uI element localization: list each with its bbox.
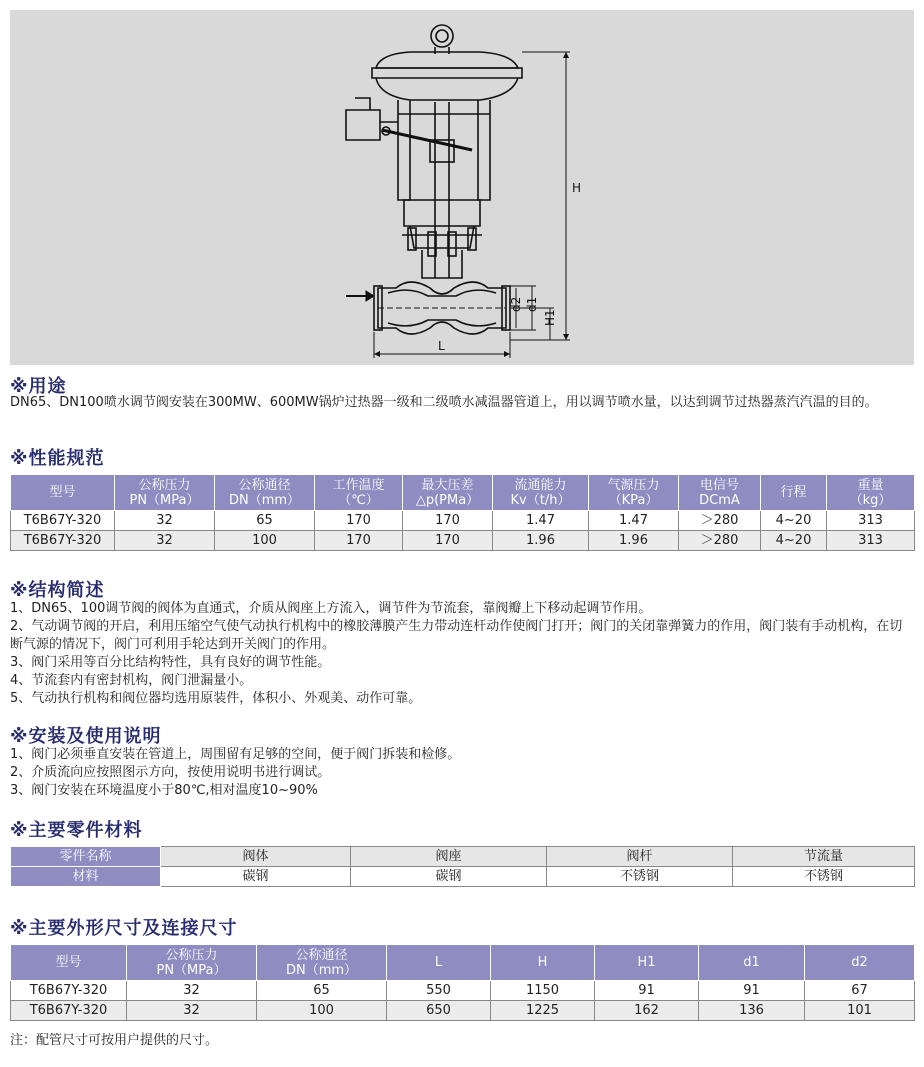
cell: 650 <box>387 1001 491 1021</box>
cell: 91 <box>595 981 699 1001</box>
cell: 32 <box>127 981 257 1001</box>
cell: 碳钢 <box>161 867 351 887</box>
cell: 4~20 <box>761 531 827 551</box>
dimensions-table <box>10 944 915 1021</box>
cell: 101 <box>805 1001 915 1021</box>
list-item: 3、阀门采用等百分比结构特性，具有良好的调节性能。 <box>10 655 331 670</box>
cell: 170 <box>315 511 403 531</box>
dim-header-H: H <box>491 945 595 981</box>
perf-header-model: 型号 <box>11 475 115 511</box>
cell: ＞280 <box>679 531 761 551</box>
cell: 1.96 <box>493 531 589 551</box>
cell: 32 <box>115 511 215 531</box>
dim-header-L: L <box>387 945 491 981</box>
install-title: ※安装及使用说明 <box>10 726 162 747</box>
cell: 313 <box>827 531 915 551</box>
perf-header-air: 气源压力 （KPa） <box>589 475 679 511</box>
cell: T6B67Y-320 <box>11 981 127 1001</box>
cell: 不锈钢 <box>547 867 733 887</box>
dim-header-pn: 公称压力 PN（MPa） <box>127 945 257 981</box>
cell: 32 <box>127 1001 257 1021</box>
valve-technical-drawing <box>10 10 914 365</box>
cell: 32 <box>115 531 215 551</box>
note-text: 注：配管尺寸可按用户提供的尺寸。 <box>10 1033 219 1048</box>
perf-header-dn: 公称通径 DN（mm） <box>215 475 315 511</box>
cell: 100 <box>215 531 315 551</box>
cell: ＞280 <box>679 511 761 531</box>
cell: 67 <box>805 981 915 1001</box>
dimensions-note <box>10 1032 914 1050</box>
perf-header-weight: 重量 （kg） <box>827 475 915 511</box>
usage-title: ※用途 <box>10 376 67 397</box>
cell: 162 <box>595 1001 699 1021</box>
valve-drawing <box>10 10 914 365</box>
cell: 阀体 <box>161 847 351 867</box>
cell: 1.96 <box>589 531 679 551</box>
cell: 阀杆 <box>547 847 733 867</box>
dimensions-header-row <box>11 945 915 981</box>
list-item: 4、节流套内有密封机构，阀门泄漏量小。 <box>10 673 253 688</box>
cell: 65 <box>215 511 315 531</box>
perf-header-stroke: 行程 <box>761 475 827 511</box>
cell: T6B67Y-320 <box>11 1001 127 1021</box>
dimensions-title: ※主要外形尺寸及连接尺寸 <box>10 918 238 939</box>
list-item: 3、阀门安装在环境温度小于80℃,相对温度10~90% <box>10 783 318 798</box>
list-item: 2、介质流向应按照图示方向，按使用说明书进行调试。 <box>10 765 331 780</box>
dim-label-H1: H1 <box>543 309 557 326</box>
structure-list <box>10 600 914 708</box>
performance-header-row <box>11 475 915 511</box>
cell: 65 <box>257 981 387 1001</box>
table-row <box>11 981 915 1001</box>
table-row <box>11 867 915 887</box>
structure-title: ※结构简述 <box>10 580 105 601</box>
list-item: 5、气动执行机构和阀位器均选用原装件，体积小、外观美、动作可靠。 <box>10 691 422 706</box>
table-row <box>11 531 915 551</box>
cell: 4~20 <box>761 511 827 531</box>
perf-header-kv: 流通能力 Kv（t/h） <box>493 475 589 511</box>
performance-title: ※性能规范 <box>10 448 105 469</box>
dim-header-d1: d1 <box>699 945 805 981</box>
install-list <box>10 746 914 800</box>
cell: 碳钢 <box>351 867 547 887</box>
table-row <box>11 511 915 531</box>
dim-label-d1: d1 <box>525 296 539 312</box>
cell: 170 <box>315 531 403 551</box>
perf-header-temp: 工作温度 （℃） <box>315 475 403 511</box>
usage-text <box>10 394 914 412</box>
cell: 550 <box>387 981 491 1001</box>
cell: 100 <box>257 1001 387 1021</box>
cell: 91 <box>699 981 805 1001</box>
dim-label-L: L <box>438 339 445 353</box>
cell: T6B67Y-320 <box>11 531 115 551</box>
cell: 170 <box>403 511 493 531</box>
cell: 1.47 <box>493 511 589 531</box>
list-item: 1、DN65、100调节阀的阀体为直通式，介质从阀座上方流入，调节件为节流套，靠阀瓣上下移动起调节作用。 <box>10 601 652 616</box>
table-row <box>11 1001 915 1021</box>
cell: 阀座 <box>351 847 547 867</box>
list-item: 1、阀门必须垂直安装在管道上，周围留有足够的空间，便于阀门拆装和检修。 <box>10 747 461 762</box>
dim-header-d2: d2 <box>805 945 915 981</box>
materials-header-material: 材料 <box>11 867 161 887</box>
usage-paragraph: DN65、DN100喷水调节阀安装在300MW、600MW锅炉过热器一级和二级喷水减温器管道上，用以调节喷水量，以达到调节过热器蒸汽汽温的目的。 <box>10 395 878 410</box>
cell: 313 <box>827 511 915 531</box>
materials-table <box>10 846 915 887</box>
table-row <box>11 847 915 867</box>
cell: 不锈钢 <box>733 867 915 887</box>
dim-label-d2: d2 <box>509 296 523 312</box>
dim-label-H: H <box>572 181 582 195</box>
cell: 1225 <box>491 1001 595 1021</box>
materials-title: ※主要零件材料 <box>10 820 143 841</box>
cell: 节流量 <box>733 847 915 867</box>
list-item: 2、气动调节阀的开启，利用压缩空气使气动执行机构中的橡胶薄膜产生力带动连杆动作使阀门打开；阀门的关闭靠弹簧力的作用，阀门装有手动机构，在切断气源的情况下，阀门可利用手轮达到开关阀门的作用。 <box>10 619 903 652</box>
cell: 136 <box>699 1001 805 1021</box>
materials-header-part: 零件名称 <box>11 847 161 867</box>
performance-table <box>10 474 915 551</box>
cell: 170 <box>403 531 493 551</box>
perf-header-dp: 最大压差 △p(PMa） <box>403 475 493 511</box>
cell: 1150 <box>491 981 595 1001</box>
perf-header-signal: 电信号 DCmA <box>679 475 761 511</box>
dim-header-model: 型号 <box>11 945 127 981</box>
perf-header-pn: 公称压力 PN（MPa） <box>115 475 215 511</box>
cell: T6B67Y-320 <box>11 511 115 531</box>
cell: 1.47 <box>589 511 679 531</box>
dim-header-dn: 公称通径 DN（mm） <box>257 945 387 981</box>
dim-header-H1: H1 <box>595 945 699 981</box>
